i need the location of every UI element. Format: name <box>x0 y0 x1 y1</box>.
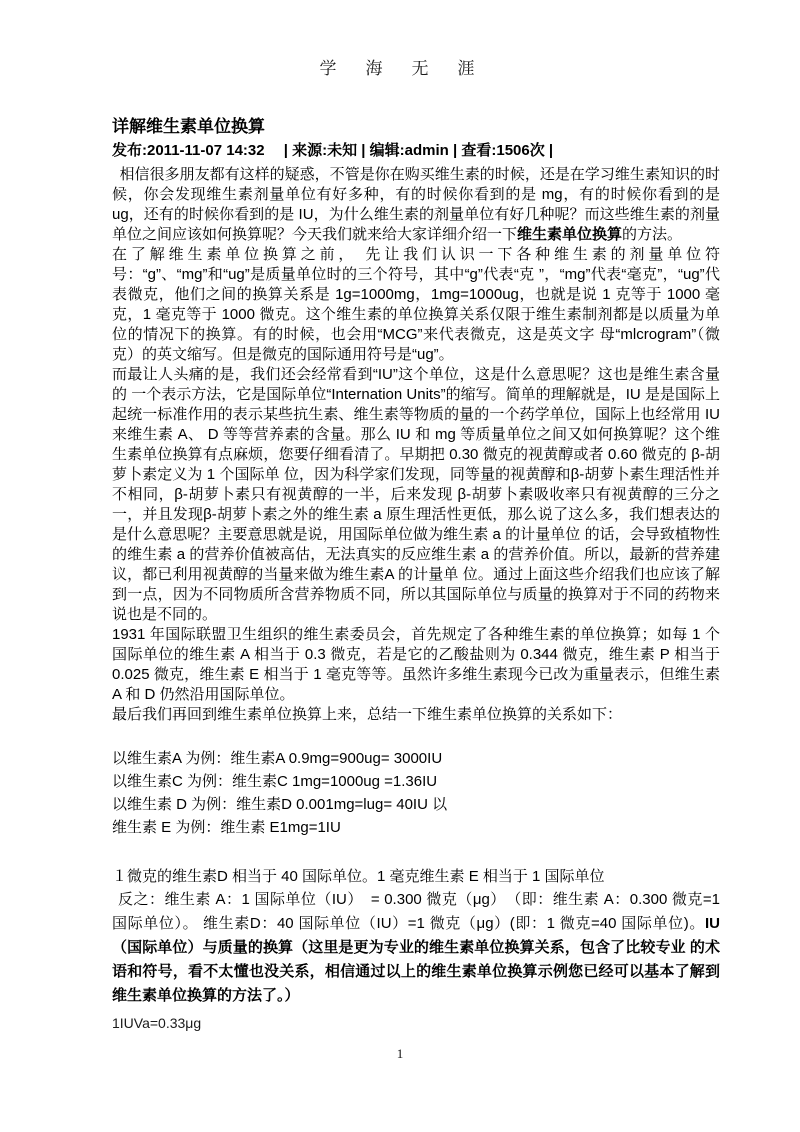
text-run: 维生素 E 为例：维生素 E1mg=1IU <box>112 819 341 836</box>
unit-symbols-paragraph <box>112 245 720 365</box>
text-run: 的方法。 <box>622 226 683 243</box>
iu-va-note <box>112 1013 720 1033</box>
text-run: 而最让人头痛的是，我们还会经常看到“IU”这个单位，这是什么意思呢？这也是维生素含量的 一个表示方法，它是国际单位“Internation Units”的缩写。简单的理解就是，IU 是是国际上起统一标准作用的表示某些抗生素、维生素等物质的量的一个药学单位，国际上也经常用 IU 来维生素 A、 D 等等营养素的含量。那么 IU 和 mg 等质量单位之间又如何换算呢？这个维生素单位换算有点麻烦，您要仔细看清了。早期把 0.30 微克的视黄醇或者 0.60 微克的 β-胡萝卜素定义为 1 个国际单 位，因为科学家们发现，同等量的视黄醇和β-胡萝卜素生理活性并不相同，β-胡萝卜素只有视黄醇的一半，后来发现 β-胡萝卜素吸收率只有视黄醇的三分之 一，并且发现β-胡萝卜素之外的维生素 a 原生理活性更低，那么说了这么多，我们想表达的是什么意思呢？主要意思就是说，用国际单位做为维生素 a 的计量单位 的话，会导致植物性的维生素 a 的营养价值被高估，无法真实的反应维生素 a 的营养价值。所以，最新的营养建议，都已利用视黄醇的当量来做为维生素A 的计量单 位。通过上面这些介绍我们也应该了解到一点，因为不同物质所含营养物质不同，所以其国际单位与质量的换算对于不同的药物来说也是不同的。 <box>112 366 720 623</box>
article <box>112 115 720 1033</box>
example-vitamin-e <box>112 816 720 839</box>
text-run: 反之：维生素 A：1 国际单位（IU） = 0.300 微克（μg） （即：维生素 A：0.300 微克=1 国际单位）。 维生素D：40 国际单位（IU）=1 微克（μg）(即：1 微克=40 国际单位)。 <box>112 891 720 932</box>
text-run: 在了解维生素单位换算之前， 先让我们认识一下各种维生素的剂量单位符号：“g”、“mg”和“ug”是质量单位时的三个符号，其中“g”代表“克 ”，“mg”代表“毫克”，“ug”代表微克，他们之间的换算关系是 1g=1000mg，1mg=1000ug，也就是说 1 克等于 1000 毫克，1 毫克等于 1000 微克。这个维生素的单位换算关系仅限于维生素制剂都是以质量为单位的情况下的换算。有的时候，也会用“MCG”来代表微克，这是英文字 母“mlcrogram”（微克）的英文缩写。但是微克的国际通用符号是“ug”。 <box>112 246 720 363</box>
text-run: 以维生素C 为例：维生素C 1mg=1000ug =1.36IU <box>112 773 438 790</box>
bold-run: 维生素单位换算 <box>517 226 623 243</box>
reverse-conversion-paragraph <box>112 888 720 1008</box>
conversion-d-e-line <box>112 865 720 888</box>
history-1931-paragraph <box>112 625 720 705</box>
summary-lead-paragraph <box>112 705 720 725</box>
article-meta: 发布:2011-11-07 14:32 | 来源:未知 | 编辑:admin | 查看:1506次 | <box>112 142 554 159</box>
example-vitamin-c <box>112 770 720 793</box>
intro-paragraph <box>112 165 720 245</box>
text-run: 以维生素 D 为例：维生素D 0.001mg=lug= 40IU 以 <box>112 796 448 813</box>
text-run: 相信很多朋友都有这样的疑惑，不管是你在购买维生素的时候，还是在学习维生素知识的时候，你会发现维生素剂量单位有好多种，有的时候你看到的是 mg，有的时候你看到的是ug，还有的时候你看到的是 IU，为什么维生素的剂量单位有好几种呢？而这些维生素的剂量单位之间应该如何换算呢？今天我们就来给大家详细介绍一下 <box>112 166 720 243</box>
example-vitamin-a <box>112 747 720 770</box>
bold-run: IU（国际单位）与质量的换算（这里是更为专业的维生素单位换算关系，包含了比较专业 的术语和符号，看不太懂也没关系，相信通过以上的维生素单位换算示例您已经可以基本了解到维生素单位换算的方法了。） <box>112 915 720 1004</box>
text-run: 1931 年国际联盟卫生组织的维生素委员会，首先规定了各种维生素的单位换算；如每 1 个国际单位的维生素 A 相当于 0.3 微克，若是它的乙酸盐则为 0.344 微克，维生素 P 相当于 0.025 微克，维生素 E 相当于 1 毫克等等。虽然许多维生素现今已改为重量表示，但维生素 A 和 D 仍然沿用国际单位。 <box>112 626 720 703</box>
text-run: 1IUVa=0.33μg <box>112 1015 202 1031</box>
article-body <box>112 165 720 1033</box>
article-title: 详解维生素单位换算 <box>112 117 265 136</box>
text-run: 以维生素A 为例：维生素A 0.9mg=900ug= 3000IU <box>112 750 443 767</box>
iu-explain-paragraph <box>112 365 720 625</box>
text-run: 最后我们再回到维生素单位换算上来，总结一下维生素单位换算的关系如下： <box>112 706 623 723</box>
text-run: １微克的维生素D 相当于 40 国际单位。1 毫克维生素 E 相当于 1 国际单位 <box>112 868 605 885</box>
example-vitamin-d <box>112 793 720 816</box>
page-number: 1 <box>396 1046 404 1061</box>
watermark-header: 学 海 无 涯 <box>319 59 481 78</box>
